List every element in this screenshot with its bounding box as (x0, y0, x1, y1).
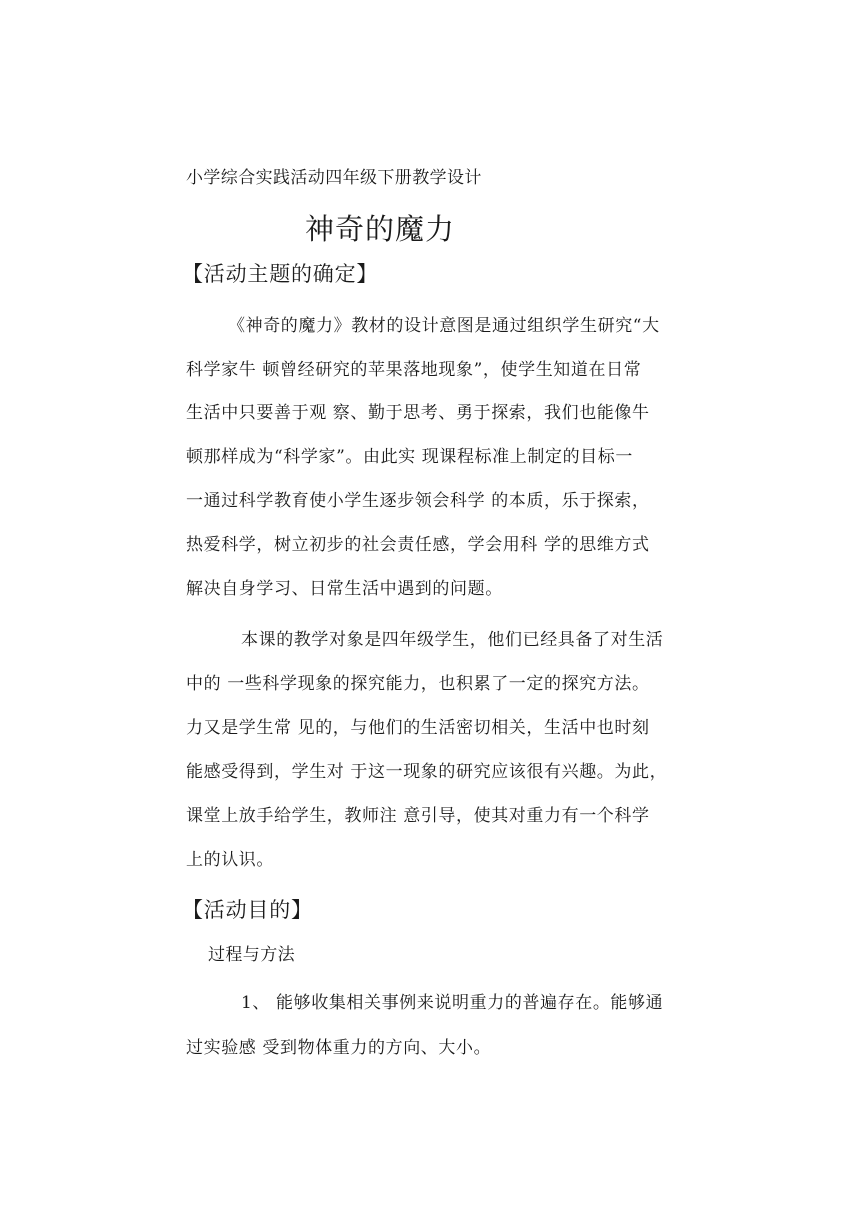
paragraph-line: 解决自身学习、日常生活中遇到的问题。 (186, 579, 503, 599)
paragraph-line: 生活中只要善于观 察、勤于思考、勇于探索，我们也能像牛 (186, 403, 650, 423)
paragraph-line: 课堂上放手给学生，教师注 意引导，使其对重力有一个科学 (186, 806, 650, 826)
sub-label-process-method: 过程与方法 (208, 945, 295, 965)
paragraph-line: 本课的教学对象是四年级学生，他们已经具备了对生活 (241, 630, 664, 650)
paragraph-line: 顿那样成为“科学家”。由此实 现课程标准上制定的目标一 (186, 447, 633, 467)
section-heading-purpose: 【活动目的】 (182, 898, 313, 922)
paragraph-line: 热爱科学，树立初步的社会责任感，学会用科 学的思维方式 (186, 535, 650, 555)
document-subtitle: 小学综合实践活动四年级下册教学设计 (186, 168, 482, 188)
paragraph-line: 中的 一些科学现象的探究能力，也积累了一定的探究方法。 (186, 674, 650, 694)
paragraph-line: 能感受得到，学生对 于这一现象的研究应该很有兴趣。为此， (186, 762, 668, 782)
paragraph-line: 《神奇的魔力》教材的设计意图是通过组织学生研究“大 (228, 316, 660, 336)
paragraph-line: 上的认识。 (186, 850, 274, 870)
paragraph-line: 科学家牛 顿曾经研究的苹果落地现象”，使学生知道在日常 (186, 360, 642, 380)
list-item-line: 1、 能够收集相关事例来说明重力的普遍存在。能够通 (241, 993, 664, 1013)
section-heading-theme: 【活动主题的确定】 (182, 262, 379, 286)
paragraph-line: 一通过科学教育使小学生逐步领会科学 的本质，乐于探索， (186, 491, 650, 511)
document-title: 神奇的魔力 (305, 212, 456, 246)
list-item-line: 过实验感 受到物体重力的方向、大小。 (186, 1038, 492, 1058)
paragraph-line: 力又是学生常 见的，与他们的生活密切相关，生活中也时刻 (186, 718, 650, 738)
